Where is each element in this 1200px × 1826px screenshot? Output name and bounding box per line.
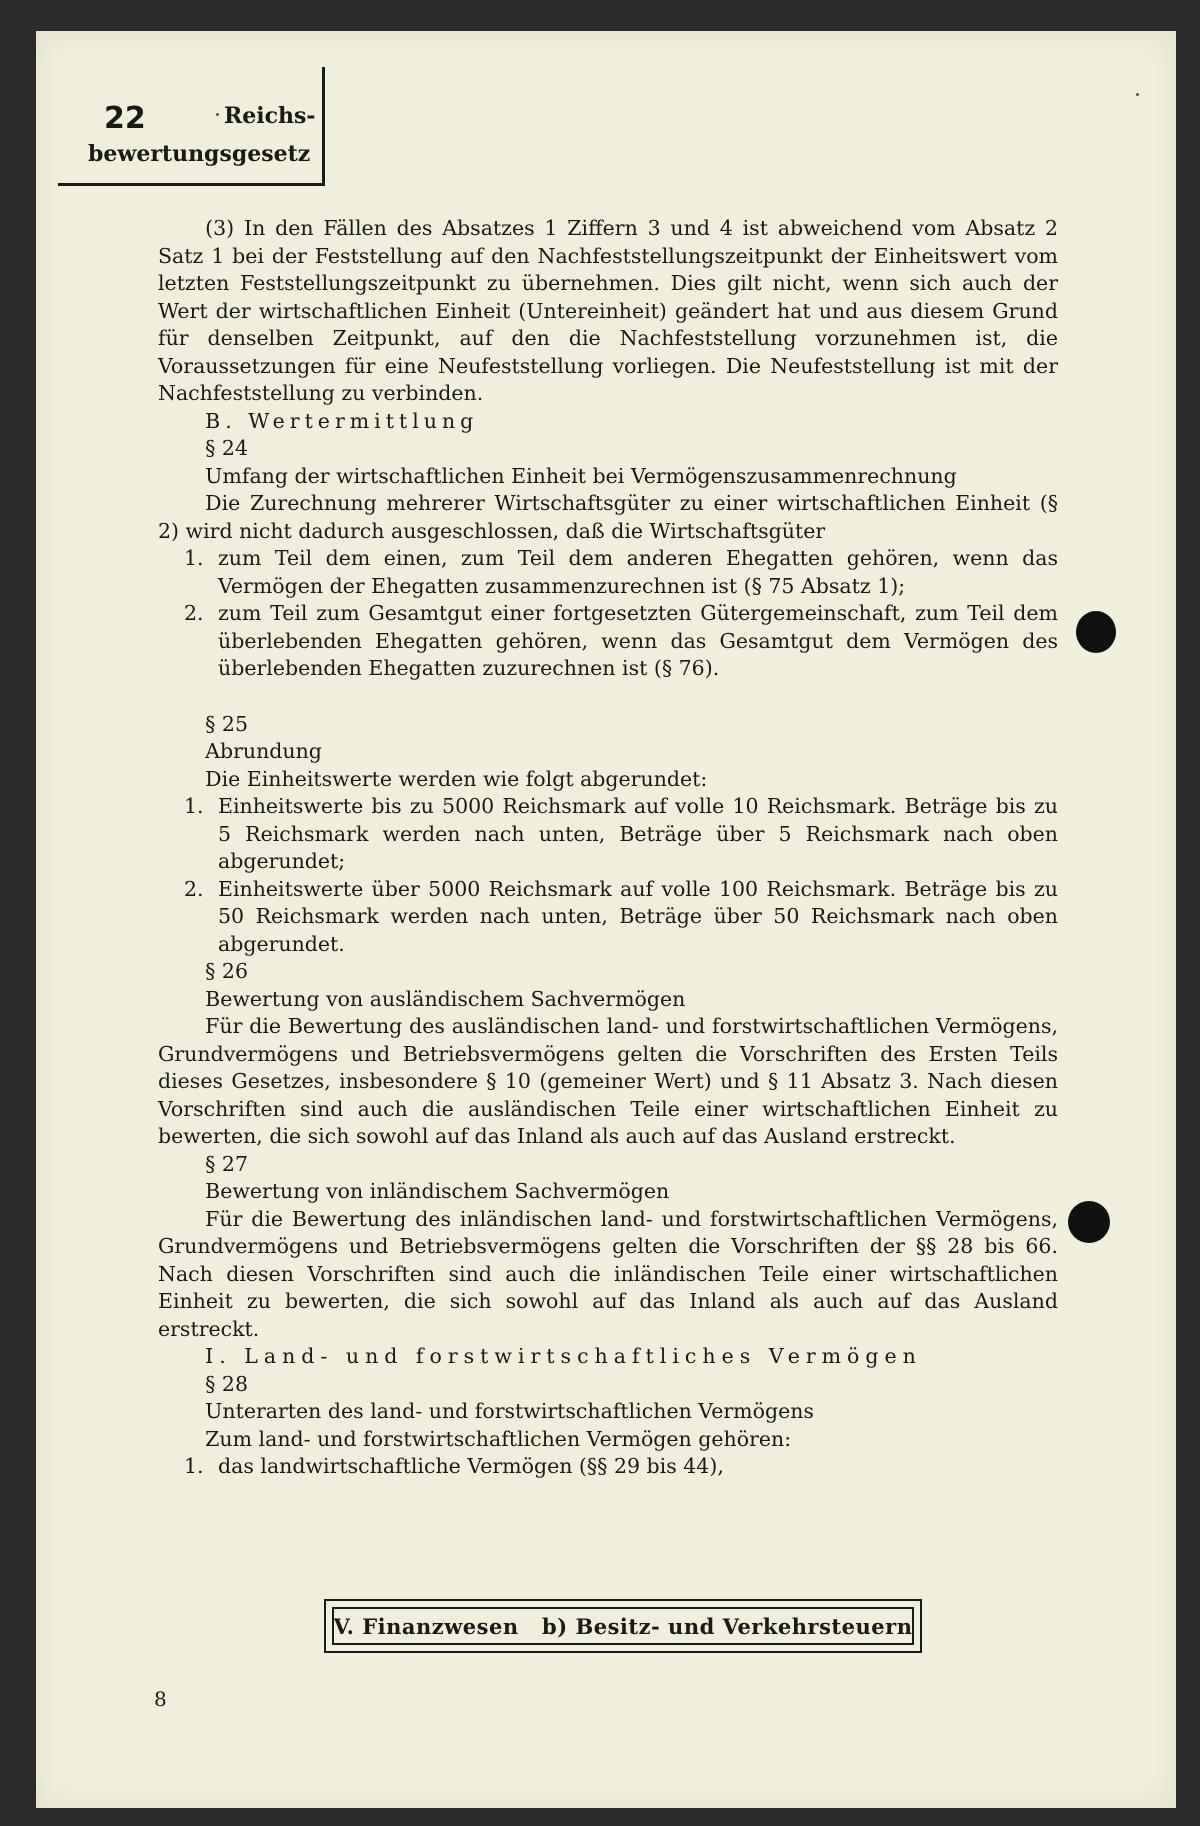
list-item-text: zum Teil zum Gesamtgut einer fortgesetzten Gütergemeinschaft, zum Teil dem überlebenden Ehegatten gehören, wenn das Gesamtgut dem Vermögen des überlebenden Ehegatten zuzurechnen ist (§ 76). xyxy=(218,601,1058,680)
part-heading-i: I. Land- und forstwirtschaftliches Vermögen xyxy=(205,1344,922,1368)
s28-intro: Zum land- und forstwirtschaftlichen Vermögen gehören: xyxy=(205,1426,792,1451)
body-text xyxy=(158,215,1058,1481)
header-page-number: 22 xyxy=(104,101,146,136)
s24-intro: Die Zurechnung mehrerer Wirtschaftsgüter zu einer wirtschaftlichen Einheit (§ 2) wird nicht dadurch ausgeschlossen, daß die Wirtschaftsgüter xyxy=(158,491,1058,543)
classification-box xyxy=(324,1599,922,1653)
s25-number: § 25 xyxy=(205,711,248,736)
s26-number: § 26 xyxy=(205,959,248,983)
list-item xyxy=(158,545,1058,600)
s28-title: Unterarten des land- und forstwirtschaftlichen Vermögens xyxy=(205,1399,814,1423)
paper-speck xyxy=(216,113,219,116)
header-title-line1: Reichs- xyxy=(224,103,316,129)
page-number: 8 xyxy=(154,1687,167,1711)
list-item xyxy=(158,1453,1058,1481)
list-item xyxy=(158,600,1058,683)
list-item-number: 2. xyxy=(184,601,204,625)
list-item-number: 1. xyxy=(184,794,204,818)
classification-label: V. Finanzwesen b) Besitz- und Verkehrsteuern xyxy=(332,1607,914,1645)
punch-hole xyxy=(1068,1201,1110,1243)
s24-number: § 24 xyxy=(205,436,248,460)
header-title-line2: bewertungsgesetz xyxy=(88,141,311,167)
list-item-text: das landwirtschaftliche Vermögen (§§ 29 bis 44), xyxy=(218,1454,724,1478)
s25-intro: Die Einheitswerte werden wie folgt abgerundet: xyxy=(205,766,708,791)
list-item xyxy=(158,793,1058,876)
section-heading-b: B. Wertermittlung xyxy=(205,408,479,433)
list-item-text: Einheitswerte bis zu 5000 Reichsmark auf volle 10 Reichsmark. Beträge bis zu 5 Reichsmark werden nach unten, Beträge über 5 Reichsmark nach oben abgerundet; xyxy=(218,794,1058,873)
running-header xyxy=(58,67,325,186)
s27-text: Für die Bewertung des inländischen land- und forstwirtschaftlichen Vermögens, Grundvermögens und Betriebsvermögens gelten die Vorschriften der §§ 28 bis 66. Nach diesen Vorschriften sind auch die inländischen Teile einer wirtschaftlichen Einheit zu bewerten, die sich sowohl auf das Inland als auch auf das Ausland erstreckt. xyxy=(158,1206,1058,1341)
s26-title: Bewertung von ausländischem Sachvermögen xyxy=(205,986,686,1011)
s27-number: § 27 xyxy=(205,1151,248,1176)
paragraph-3: (3) In den Fällen des Absatzes 1 Ziffern 3 und 4 ist abweichend vom Absatz 2 Satz 1 bei der Feststellung auf den Nachfeststellungszeitpunkt der Einheitswert vom letzten Feststellungszeitpunkt zu übernehmen. Dies gilt nicht, wenn sich auch der Wert der wirtschaftlichen Einheit (Untereinheit) geändert hat und aus diesem Grund für denselben Zeitpunkt, auf den die Nachfeststellung vorzunehmen ist, die Voraussetzungen für eine Neufeststellung vorliegen. Die Neufeststellung ist mit der Nachfeststellung zu verbinden. xyxy=(158,216,1058,405)
list-item xyxy=(158,876,1058,959)
s27-title: Bewertung von inländischem Sachvermögen xyxy=(205,1179,670,1203)
document-page xyxy=(36,31,1176,1808)
s26-text: Für die Bewertung des ausländischen land- und forstwirtschaftlichen Vermögens, Grundvermögens und Betriebsvermögens gelten die Vorschriften des Ersten Teils dieses Gesetzes, insbesondere § 10 (gemeiner Wert) und § 11 Absatz 3. Nach diesen Vorschriften sind auch die ausländischen Teile einer wirtschaftlichen Einheit zu bewerten, die sich sowohl auf das Inland als auch auf das Ausland erstreckt. xyxy=(158,1014,1058,1148)
punch-hole xyxy=(1076,611,1116,653)
list-item-text: Einheitswerte über 5000 Reichsmark auf volle 100 Reichsmark. Beträge bis zu 50 Reichsmark werden nach unten, Beträge über 50 Reichsmark nach oben abgerundet. xyxy=(218,876,1058,956)
list-item-number: 1. xyxy=(184,1454,204,1478)
list-item-number: 1. xyxy=(184,546,204,570)
s25-title: Abrundung xyxy=(205,739,322,763)
list-item-text: zum Teil dem einen, zum Teil dem anderen Ehegatten gehören, wenn das Vermögen der Ehegatten zusammenzurechnen ist (§ 75 Absatz 1); xyxy=(218,546,1058,598)
s24-title: Umfang der wirtschaftlichen Einheit bei Vermögenszusammenrechnung xyxy=(205,463,957,488)
s28-number: § 28 xyxy=(205,1371,248,1396)
paper-speck xyxy=(1136,93,1139,96)
list-item-number: 2. xyxy=(184,876,204,901)
